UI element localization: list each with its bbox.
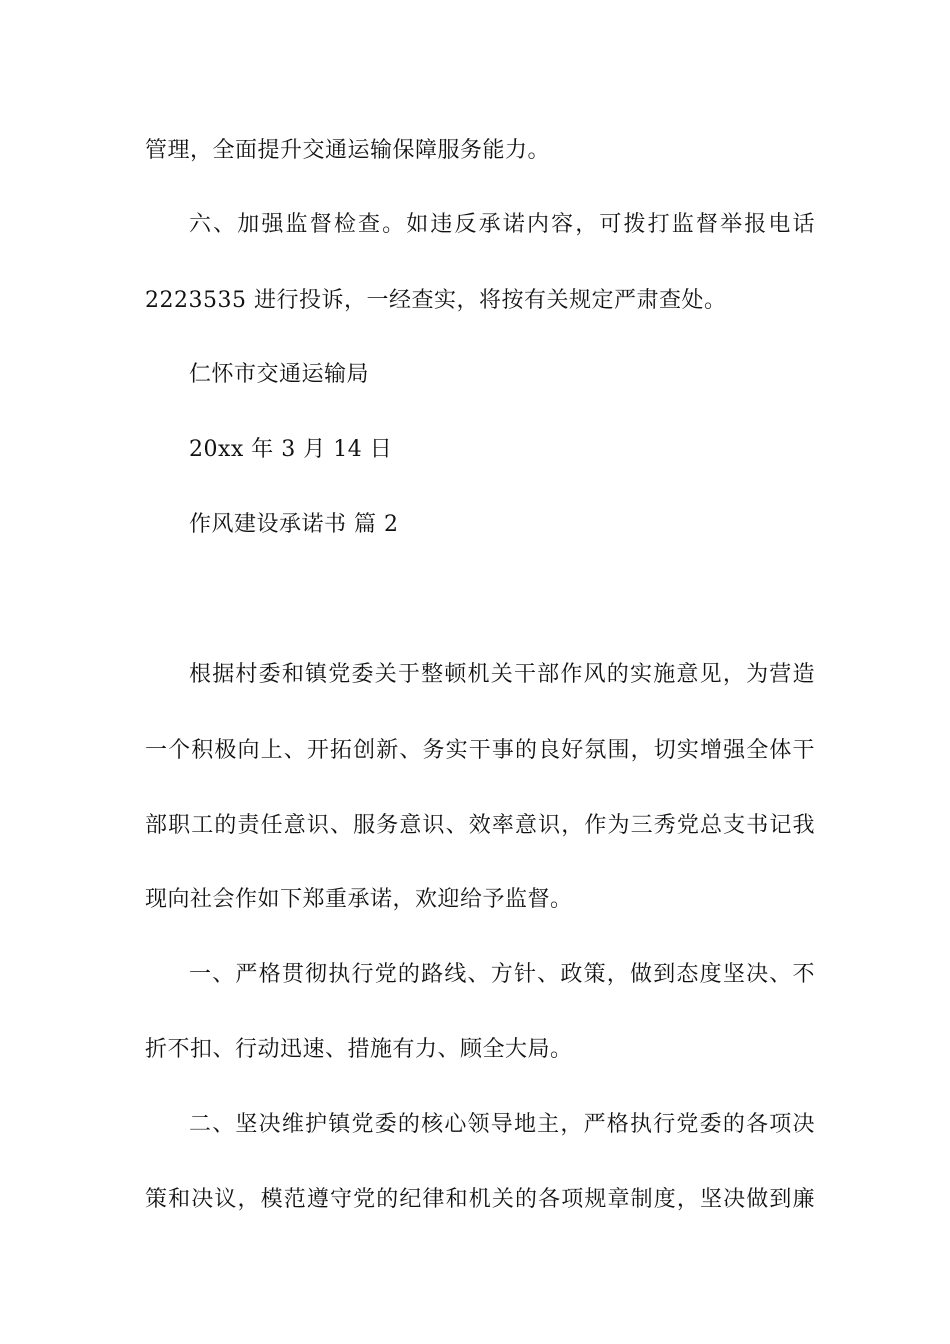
- signature-date: 20xx 年 3 月 14 日: [189, 437, 393, 462]
- text-line-8: 一个积极向上、开拓创新、务实干事的良好氛围，切实增强全体干: [145, 738, 815, 763]
- text-line-14: 策和决议，模范遵守党的纪律和机关的各项规章制度，坚决做到廉: [145, 1187, 815, 1212]
- section-heading: 作风建设承诺书 篇 2: [189, 512, 399, 537]
- text-line-12: 折不扣、行动迅速、措施有力、顾全大局。: [145, 1037, 573, 1062]
- text-line-1: 管理，全面提升交通运输保障服务能力。: [145, 138, 551, 163]
- text-line-11: 一、严格贯彻执行党的路线、方针、政策，做到态度坚决、不: [189, 962, 815, 987]
- text-line-2: 六、加强监督检查。如违反承诺内容，可拨打监督举报电话: [189, 212, 815, 237]
- text-line-13: 二、坚决维护镇党委的核心领导地主，严格执行党委的各项决: [189, 1112, 815, 1137]
- text-line-7: 根据村委和镇党委关于整顿机关干部作风的实施意见，为营造: [189, 662, 815, 687]
- text-line-3: 2223535 进行投诉，一经查实，将按有关规定严肃查处。: [145, 288, 727, 313]
- text-line-10: 现向社会作如下郑重承诺，欢迎给予监督。: [145, 887, 573, 912]
- text-line-9: 部职工的责任意识、服务意识、效率意识，作为三秀党总支书记我: [145, 813, 815, 838]
- signature-organization: 仁怀市交通运输局: [189, 362, 370, 387]
